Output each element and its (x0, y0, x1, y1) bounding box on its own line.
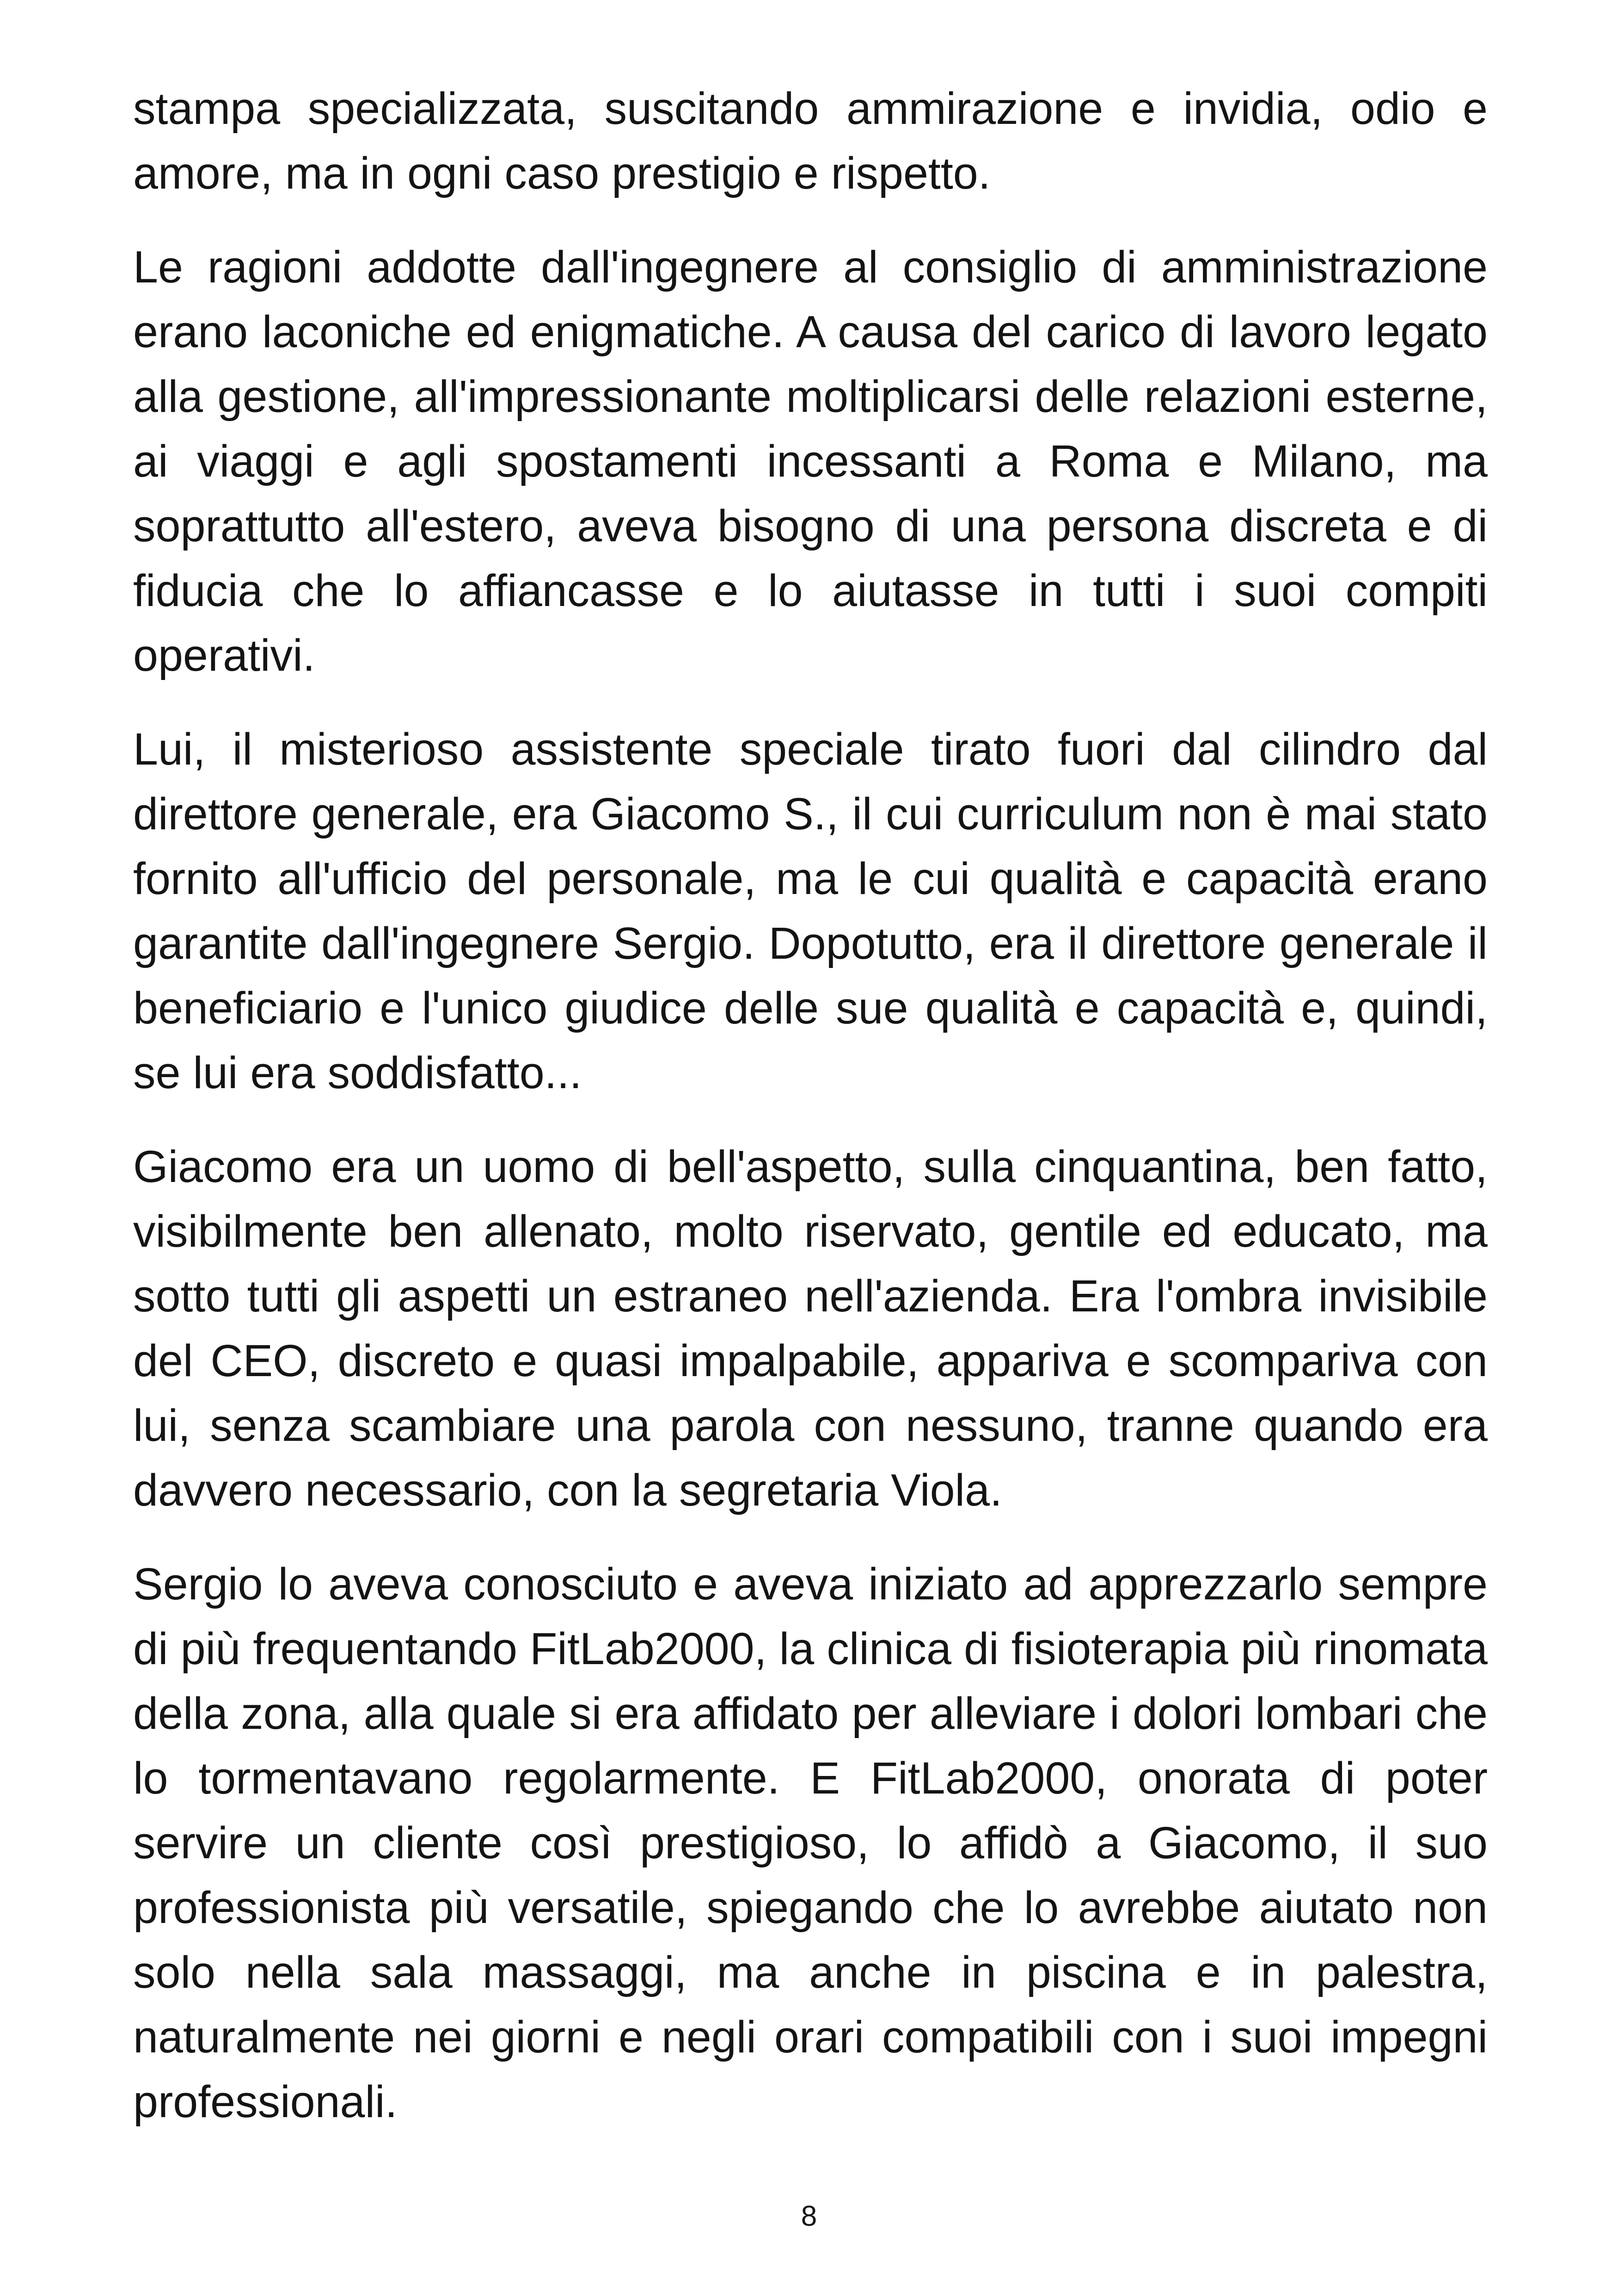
page-body (133, 76, 1488, 2134)
paragraph-5: Sergio lo aveva conosciuto e aveva iniziato ad apprezzarlo sempre di più frequentando FitLab2000, la clinica di fisioterapia più rinomata della zona, alla quale si era affidato per alleviare i dolori lombari che lo tormentavano regolarmente. E FitLab2000, onorata di poter servire un cliente così prestigioso, lo affidò a Giacomo, il suo professionista più versatile, spiegando che lo avrebbe aiutato non solo nella sala massaggi, ma anche in piscina e in palestra, naturalmente nei giorni e negli orari compatibili con i suoi impegni professionali. (133, 1559, 1488, 2127)
paragraph-3: Lui, il misterioso assistente speciale tirato fuori dal cilindro dal direttore generale, era Giacomo S., il cui curriculum non è mai stato fornito all'ufficio del personale, ma le cui qualità e capacità erano garantite dall'ingegnere Sergio. Dopotutto, era il direttore generale il beneficiario e l'unico giudice delle sue qualità e capacità e, quindi, se lui era soddisfatto... (133, 724, 1488, 1098)
page-number: 8 (801, 2200, 817, 2232)
paragraph-2: Le ragioni addotte dall'ingegnere al consiglio di amministrazione erano laconiche ed enigmatiche. A causa del carico di lavoro legato alla gestione, all'impressionante moltiplicarsi delle relazioni esterne, ai viaggi e agli spostamenti incessanti a Roma e Milano, ma soprattutto all'estero, aveva bisogno di una persona discreta e di fiducia che lo affiancasse e lo aiutasse in tutti i suoi compiti operativi. (133, 242, 1488, 680)
paragraph-4: Giacomo era un uomo di bell'aspetto, sulla cinquantina, ben fatto, visibilmente ben allenato, molto riservato, gentile ed educato, ma sotto tutti gli aspetti un estraneo nell'azienda. Era l'ombra invisibile del CEO, discreto e quasi impalpabile, appariva e scompariva con lui, senza scambiare una parola con nessuno, tranne quando era davvero necessario, con la segretaria Viola. (133, 1141, 1488, 1515)
paragraph-1: stampa specializzata, suscitando ammirazione e invidia, odio e amore, ma in ogni caso prestigio e rispetto. (133, 83, 1488, 198)
